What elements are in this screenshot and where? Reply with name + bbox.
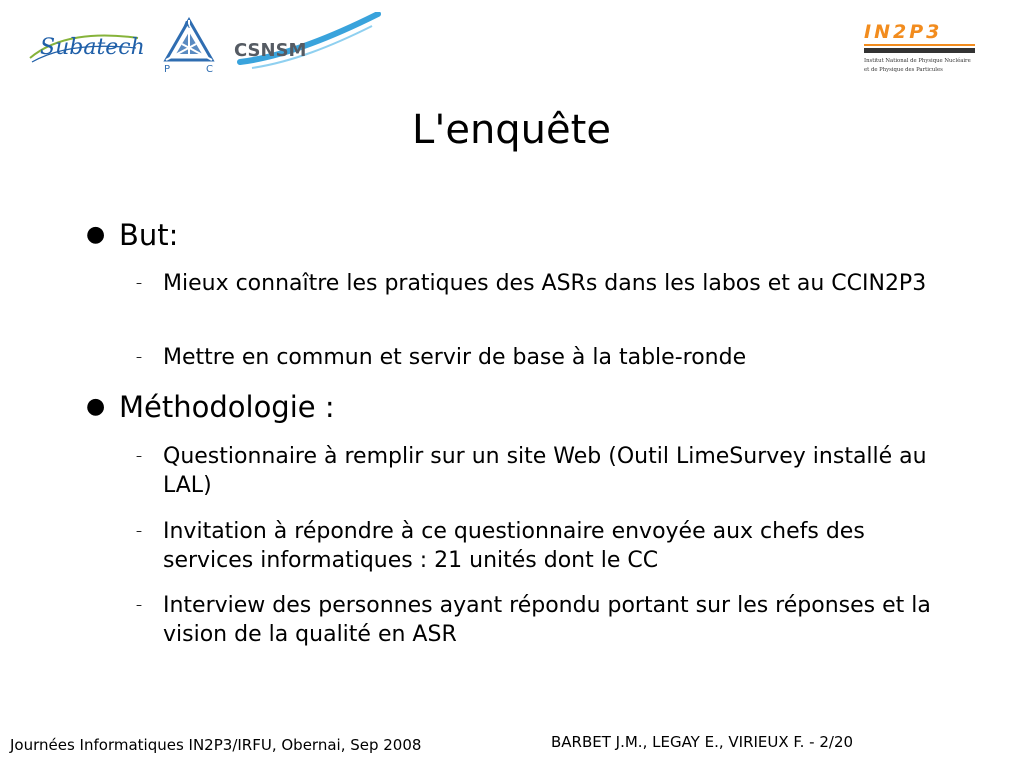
csnsm-logo: [232, 12, 382, 72]
dash-icon: –: [136, 598, 142, 612]
svg-text:Institut National de Physique: Institut National de Physique Nucléaire: [864, 58, 971, 64]
dash-icon: –: [136, 276, 142, 290]
svg-text:C: C: [206, 64, 213, 74]
list-item-text: Mieux connaître les pratiques des ASRs dans les labos et au CCIN2P3: [163, 271, 927, 296]
svg-text:et de Physique des Particules: et de Physique des Particules: [864, 67, 943, 73]
footer-authors: BARBET J.M., LEGAY E., VIRIEUX F. - 2/20: [551, 733, 854, 751]
dash-icon: –: [136, 449, 142, 463]
slide-title: L'enquête: [412, 107, 611, 153]
subatech-logo: [26, 18, 144, 72]
csnsm-logo-text: CSNSM: [234, 40, 307, 61]
in2p3-logo-text: IN2P3: [864, 21, 943, 43]
svg-text:A: A: [183, 20, 190, 31]
list-item-text: Invitation à répondre à ce questionnaire envoyée aux chefs des services informatiques : 21 unités dont le CC: [163, 519, 865, 573]
svg-text:P: P: [164, 64, 171, 74]
apc-logo: [160, 14, 218, 74]
bullet-icon: ●: [86, 394, 106, 419]
section-heading: Méthodologie :: [119, 390, 335, 424]
subatech-logo-text: Subatech: [40, 35, 144, 60]
list-item-text: Mettre en commun et servir de base à la table-ronde: [163, 345, 747, 370]
in2p3-logo: [862, 20, 977, 76]
bullet-icon: ●: [86, 222, 106, 247]
list-item-text: Questionnaire à remplir sur un site Web (Outil LimeSurvey installé au LAL): [163, 444, 927, 498]
footer-event: Journées Informatiques IN2P3/IRFU, Obernai, Sep 2008: [10, 736, 422, 754]
list-item-text: Interview des personnes ayant répondu portant sur les réponses et la vision de la qualité en ASR: [163, 593, 931, 647]
dash-icon: –: [136, 350, 142, 364]
section-heading: But:: [119, 218, 179, 252]
dash-icon: –: [136, 524, 142, 538]
